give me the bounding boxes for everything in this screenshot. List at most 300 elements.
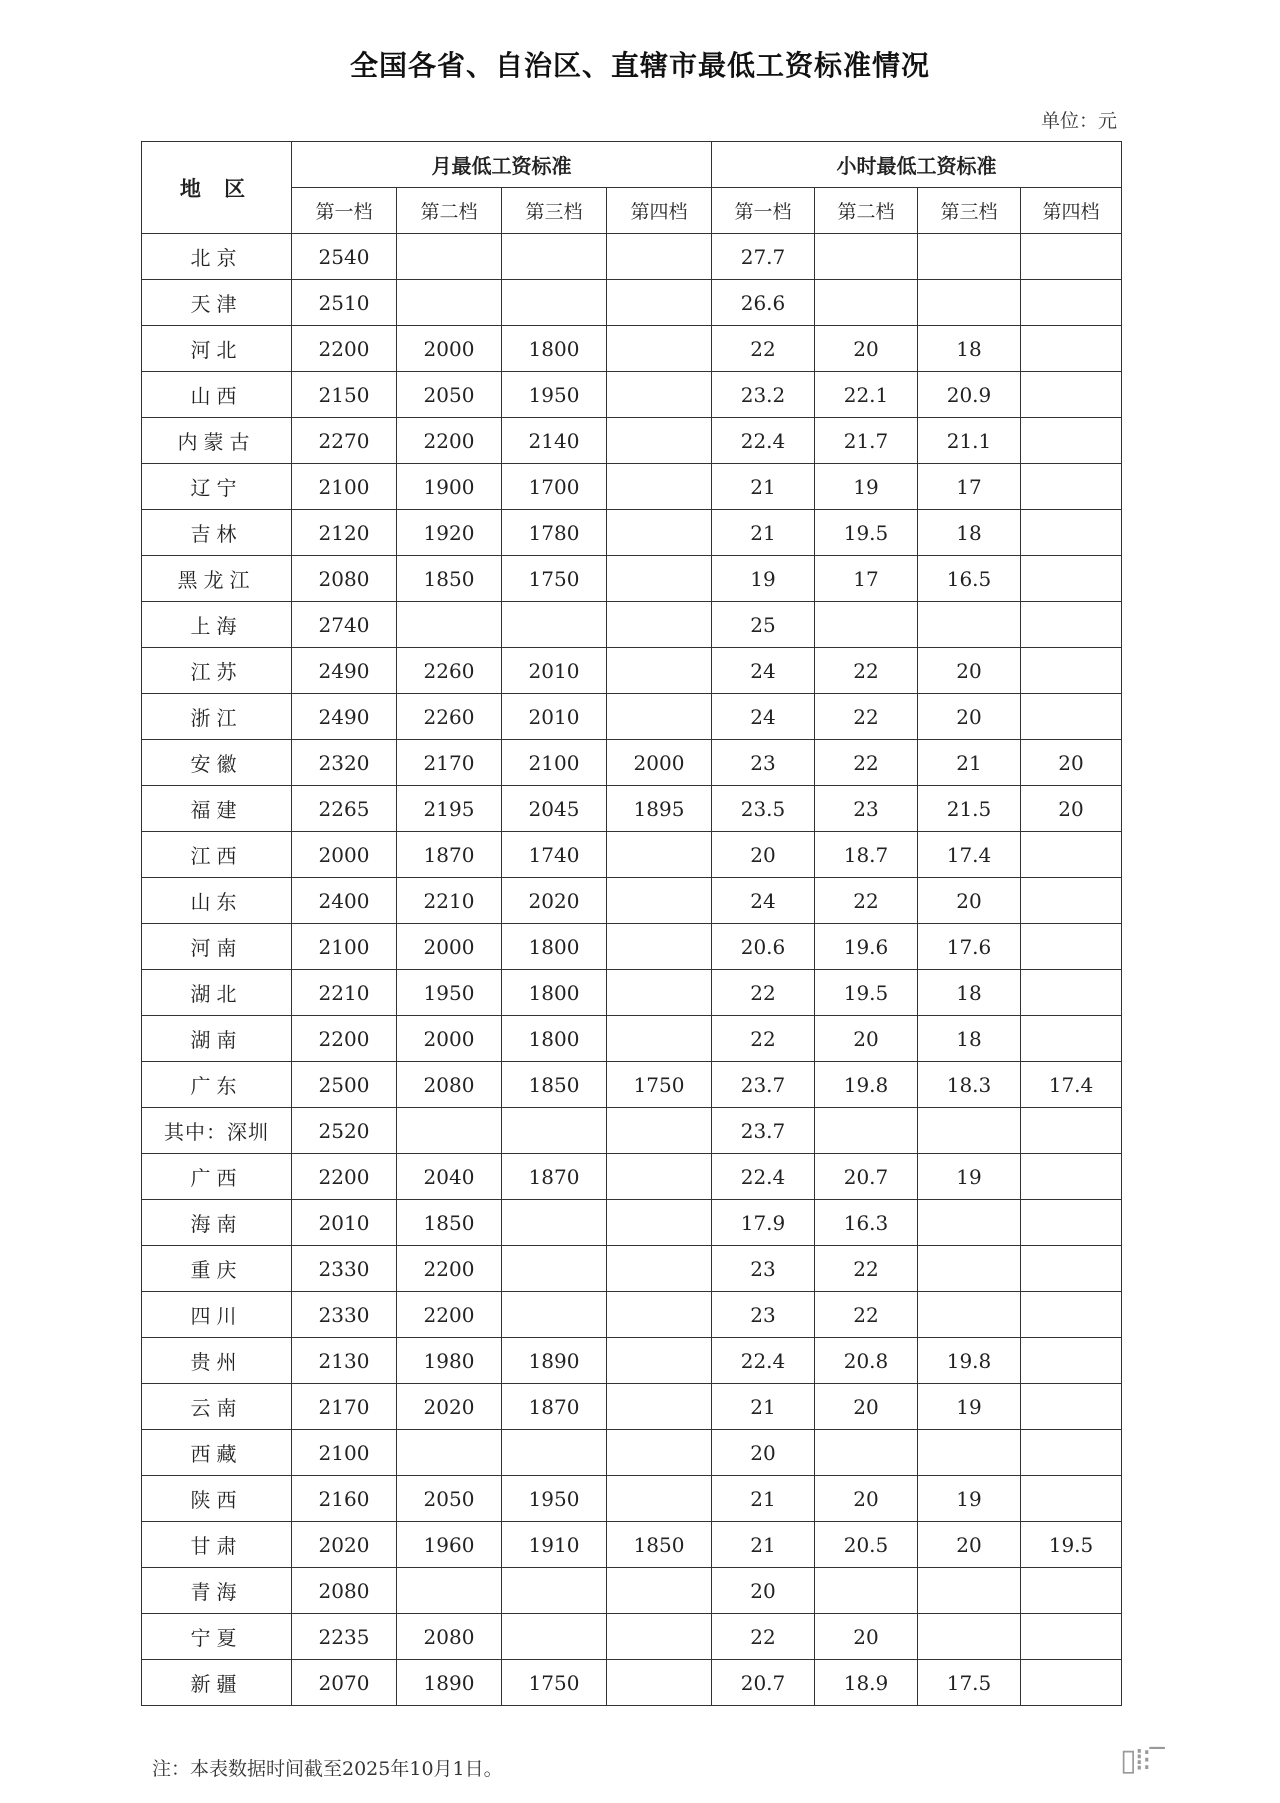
hourly-wage-cell: 17 <box>815 556 918 602</box>
table-row <box>142 786 1122 832</box>
region-cell: 广西 <box>142 1154 292 1200</box>
monthly-wage-cell: 2540 <box>292 234 397 280</box>
hourly-wage-cell <box>1021 1384 1122 1430</box>
hourly-wage-cell <box>1021 1108 1122 1154</box>
hourly-tier-header: 第一档 <box>712 188 815 234</box>
monthly-wage-cell: 2000 <box>397 1016 502 1062</box>
hourly-wage-cell: 18 <box>918 326 1021 372</box>
hourly-wage-cell <box>1021 1154 1122 1200</box>
monthly-wage-cell: 2210 <box>397 878 502 924</box>
hourly-wage-cell <box>1021 832 1122 878</box>
monthly-wage-cell: 2020 <box>292 1522 397 1568</box>
hourly-wage-cell: 22 <box>815 648 918 694</box>
monthly-wage-cell <box>502 234 607 280</box>
hourly-wage-cell: 16.3 <box>815 1200 918 1246</box>
monthly-wage-cell: 2100 <box>292 924 397 970</box>
region-cell: 湖北 <box>142 970 292 1016</box>
monthly-wage-cell <box>607 1430 712 1476</box>
hourly-wage-cell: 18.3 <box>918 1062 1021 1108</box>
hourly-wage-cell: 17.9 <box>712 1200 815 1246</box>
hourly-wage-cell: 23 <box>712 1246 815 1292</box>
hourly-wage-cell: 23.5 <box>712 786 815 832</box>
monthly-wage-cell: 1960 <box>397 1522 502 1568</box>
region-cell: 宁夏 <box>142 1614 292 1660</box>
hourly-wage-cell: 23.7 <box>712 1062 815 1108</box>
hourly-wage-cell: 20 <box>815 1614 918 1660</box>
region-cell: 上海 <box>142 602 292 648</box>
monthly-wage-cell: 2195 <box>397 786 502 832</box>
region-cell: 北京 <box>142 234 292 280</box>
hourly-wage-cell <box>1021 602 1122 648</box>
table-row <box>142 878 1122 924</box>
monthly-wage-cell <box>502 1292 607 1338</box>
hourly-wage-cell <box>815 1430 918 1476</box>
monthly-wage-cell: 2080 <box>292 1568 397 1614</box>
region-cell: 黑龙江 <box>142 556 292 602</box>
monthly-tier-header: 第四档 <box>607 188 712 234</box>
hourly-wage-cell: 20 <box>918 878 1021 924</box>
monthly-wage-cell: 1800 <box>502 970 607 1016</box>
monthly-wage-cell: 2010 <box>502 694 607 740</box>
monthly-wage-cell: 1750 <box>502 1660 607 1706</box>
monthly-wage-cell: 2260 <box>397 648 502 694</box>
hourly-wage-cell <box>815 280 918 326</box>
monthly-tier-header: 第二档 <box>397 188 502 234</box>
monthly-wage-cell: 1895 <box>607 786 712 832</box>
monthly-wage-cell: 1890 <box>397 1660 502 1706</box>
monthly-wage-cell: 1800 <box>502 924 607 970</box>
hourly-wage-cell: 22.1 <box>815 372 918 418</box>
monthly-wage-cell: 2235 <box>292 1614 397 1660</box>
hourly-wage-cell: 20 <box>1021 786 1122 832</box>
hourly-group-header: 小时最低工资标准 <box>712 142 1122 188</box>
region-cell: 山东 <box>142 878 292 924</box>
hourly-wage-cell: 22 <box>815 694 918 740</box>
monthly-wage-cell: 1870 <box>502 1154 607 1200</box>
hourly-wage-cell: 24 <box>712 878 815 924</box>
hourly-wage-cell <box>918 602 1021 648</box>
hourly-wage-cell: 22 <box>712 1614 815 1660</box>
hourly-wage-cell: 20 <box>712 1430 815 1476</box>
hourly-wage-cell <box>1021 1476 1122 1522</box>
table-row <box>142 1338 1122 1384</box>
monthly-wage-cell <box>607 1292 712 1338</box>
monthly-wage-cell <box>502 280 607 326</box>
hourly-wage-cell <box>1021 326 1122 372</box>
hourly-wage-cell: 18 <box>918 970 1021 1016</box>
monthly-wage-cell <box>607 648 712 694</box>
hourly-wage-cell: 17.5 <box>918 1660 1021 1706</box>
hourly-wage-cell <box>1021 1614 1122 1660</box>
table-row <box>142 1660 1122 1706</box>
hourly-wage-cell <box>1021 924 1122 970</box>
monthly-tier-header: 第三档 <box>502 188 607 234</box>
monthly-wage-cell: 1800 <box>502 1016 607 1062</box>
hourly-wage-cell <box>815 1108 918 1154</box>
monthly-wage-cell: 2000 <box>397 326 502 372</box>
region-cell: 陕西 <box>142 1476 292 1522</box>
hourly-wage-cell <box>1021 464 1122 510</box>
monthly-wage-cell: 2000 <box>292 832 397 878</box>
monthly-wage-cell <box>607 418 712 464</box>
hourly-wage-cell <box>918 1568 1021 1614</box>
hourly-wage-cell: 23.7 <box>712 1108 815 1154</box>
region-cell: 四川 <box>142 1292 292 1338</box>
hourly-wage-cell: 21 <box>712 510 815 556</box>
hourly-wage-cell <box>918 1246 1021 1292</box>
hourly-tier-header: 第四档 <box>1021 188 1122 234</box>
hourly-wage-cell: 22.4 <box>712 1338 815 1384</box>
monthly-tier-header: 第一档 <box>292 188 397 234</box>
monthly-wage-cell <box>607 234 712 280</box>
footnote: 注：本表数据时间截至2025年10月1日。 <box>152 1758 503 1780</box>
table-row <box>142 1522 1122 1568</box>
hourly-wage-cell: 19.5 <box>815 510 918 556</box>
region-cell: 海南 <box>142 1200 292 1246</box>
table-row <box>142 740 1122 786</box>
monthly-wage-cell: 1870 <box>397 832 502 878</box>
hourly-wage-cell: 21 <box>712 1522 815 1568</box>
monthly-wage-cell: 1950 <box>502 372 607 418</box>
hourly-wage-cell <box>1021 234 1122 280</box>
monthly-wage-cell: 2210 <box>292 970 397 1016</box>
hourly-wage-cell: 19.5 <box>815 970 918 1016</box>
hourly-wage-cell: 26.6 <box>712 280 815 326</box>
hourly-wage-cell <box>1021 280 1122 326</box>
monthly-wage-cell: 2270 <box>292 418 397 464</box>
monthly-wage-cell <box>607 1246 712 1292</box>
hourly-wage-cell <box>815 1568 918 1614</box>
monthly-wage-cell: 2200 <box>292 1154 397 1200</box>
hourly-wage-cell: 21.5 <box>918 786 1021 832</box>
hourly-wage-cell: 25 <box>712 602 815 648</box>
monthly-wage-cell: 2140 <box>502 418 607 464</box>
hourly-wage-cell <box>1021 1568 1122 1614</box>
hourly-wage-cell: 22 <box>815 740 918 786</box>
monthly-wage-cell: 2045 <box>502 786 607 832</box>
monthly-wage-cell: 2010 <box>292 1200 397 1246</box>
monthly-wage-cell: 2100 <box>292 1430 397 1476</box>
hourly-wage-cell <box>1021 970 1122 1016</box>
monthly-wage-cell <box>607 510 712 556</box>
hourly-wage-cell: 19.5 <box>1021 1522 1122 1568</box>
region-cell: 福建 <box>142 786 292 832</box>
table-row <box>142 1568 1122 1614</box>
hourly-wage-cell <box>1021 1292 1122 1338</box>
monthly-wage-cell <box>397 280 502 326</box>
region-cell: 青海 <box>142 1568 292 1614</box>
monthly-wage-cell <box>607 878 712 924</box>
hourly-wage-cell: 18 <box>918 510 1021 556</box>
table-row <box>142 326 1122 372</box>
region-cell: 广东 <box>142 1062 292 1108</box>
table-row <box>142 280 1122 326</box>
hourly-wage-cell: 19 <box>712 556 815 602</box>
watermark-icon: ▯⁞⁝‾ <box>1120 1743 1163 1778</box>
table-row <box>142 1384 1122 1430</box>
monthly-wage-cell <box>397 1108 502 1154</box>
region-cell: 吉林 <box>142 510 292 556</box>
monthly-wage-cell <box>607 694 712 740</box>
hourly-wage-cell <box>1021 1660 1122 1706</box>
hourly-wage-cell: 20.8 <box>815 1338 918 1384</box>
region-cell: 云南 <box>142 1384 292 1430</box>
table-row <box>142 694 1122 740</box>
hourly-wage-cell <box>1021 418 1122 464</box>
hourly-wage-cell <box>918 234 1021 280</box>
monthly-wage-cell: 2170 <box>292 1384 397 1430</box>
region-cell: 江西 <box>142 832 292 878</box>
monthly-wage-cell: 2080 <box>292 556 397 602</box>
monthly-wage-cell <box>397 1430 502 1476</box>
monthly-wage-cell <box>607 1614 712 1660</box>
hourly-wage-cell: 21.1 <box>918 418 1021 464</box>
table-row <box>142 510 1122 556</box>
hourly-wage-cell: 19 <box>918 1154 1021 1200</box>
region-cell: 江苏 <box>142 648 292 694</box>
monthly-wage-cell: 2490 <box>292 648 397 694</box>
hourly-wage-cell: 16.5 <box>918 556 1021 602</box>
monthly-wage-cell: 2330 <box>292 1246 397 1292</box>
monthly-wage-cell <box>397 1568 502 1614</box>
monthly-wage-cell <box>397 234 502 280</box>
hourly-wage-cell: 22 <box>712 970 815 1016</box>
hourly-wage-cell <box>1021 878 1122 924</box>
hourly-wage-cell <box>1021 1016 1122 1062</box>
monthly-wage-cell: 1890 <box>502 1338 607 1384</box>
hourly-tier-header: 第二档 <box>815 188 918 234</box>
monthly-wage-cell <box>607 1200 712 1246</box>
monthly-wage-cell: 2200 <box>397 418 502 464</box>
hourly-wage-cell: 20 <box>815 326 918 372</box>
monthly-wage-cell <box>607 1384 712 1430</box>
hourly-wage-cell: 22 <box>712 326 815 372</box>
hourly-wage-cell: 18.9 <box>815 1660 918 1706</box>
hourly-wage-cell: 21.7 <box>815 418 918 464</box>
monthly-wage-cell <box>502 1614 607 1660</box>
hourly-wage-cell: 20 <box>918 1522 1021 1568</box>
hourly-wage-cell: 27.7 <box>712 234 815 280</box>
monthly-wage-cell: 2260 <box>397 694 502 740</box>
monthly-wage-cell <box>607 1016 712 1062</box>
monthly-wage-cell: 2500 <box>292 1062 397 1108</box>
monthly-wage-cell: 1950 <box>502 1476 607 1522</box>
monthly-wage-cell: 2130 <box>292 1338 397 1384</box>
monthly-wage-cell: 2170 <box>397 740 502 786</box>
monthly-wage-cell: 2080 <box>397 1062 502 1108</box>
hourly-wage-cell: 20 <box>815 1384 918 1430</box>
monthly-wage-cell: 2320 <box>292 740 397 786</box>
table-row <box>142 464 1122 510</box>
monthly-wage-cell <box>607 1476 712 1522</box>
hourly-wage-cell <box>1021 556 1122 602</box>
hourly-wage-cell: 20 <box>815 1016 918 1062</box>
hourly-wage-cell: 20 <box>918 694 1021 740</box>
table-row <box>142 1108 1122 1154</box>
monthly-wage-cell: 2100 <box>502 740 607 786</box>
monthly-wage-cell <box>607 1154 712 1200</box>
monthly-wage-cell: 1850 <box>397 556 502 602</box>
hourly-wage-cell: 22.4 <box>712 418 815 464</box>
monthly-wage-cell: 1980 <box>397 1338 502 1384</box>
monthly-wage-cell: 2740 <box>292 602 397 648</box>
monthly-wage-cell <box>607 326 712 372</box>
monthly-wage-cell: 2080 <box>397 1614 502 1660</box>
monthly-wage-cell <box>607 832 712 878</box>
hourly-wage-cell: 19 <box>918 1476 1021 1522</box>
minimum-wage-table <box>141 141 1122 1706</box>
hourly-wage-cell: 20 <box>712 1568 815 1614</box>
table-row <box>142 1292 1122 1338</box>
region-column-header: 地 区 <box>142 142 292 234</box>
monthly-wage-cell: 2070 <box>292 1660 397 1706</box>
hourly-wage-cell: 17.4 <box>918 832 1021 878</box>
monthly-wage-cell <box>502 1246 607 1292</box>
region-cell: 河南 <box>142 924 292 970</box>
hourly-wage-cell: 20.7 <box>712 1660 815 1706</box>
hourly-tier-header: 第三档 <box>918 188 1021 234</box>
hourly-wage-cell: 24 <box>712 648 815 694</box>
monthly-wage-cell: 2100 <box>292 464 397 510</box>
hourly-wage-cell: 17.4 <box>1021 1062 1122 1108</box>
hourly-wage-cell: 21 <box>712 464 815 510</box>
monthly-wage-cell: 1850 <box>397 1200 502 1246</box>
monthly-wage-cell <box>607 372 712 418</box>
monthly-wage-cell <box>607 602 712 648</box>
monthly-wage-cell: 1850 <box>607 1522 712 1568</box>
table-row <box>142 924 1122 970</box>
monthly-wage-cell: 2200 <box>292 1016 397 1062</box>
monthly-wage-cell: 2520 <box>292 1108 397 1154</box>
region-cell: 河北 <box>142 326 292 372</box>
region-cell: 天津 <box>142 280 292 326</box>
table-row <box>142 556 1122 602</box>
table-row <box>142 234 1122 280</box>
region-cell: 安徽 <box>142 740 292 786</box>
table-row <box>142 418 1122 464</box>
monthly-wage-cell: 1740 <box>502 832 607 878</box>
monthly-wage-cell <box>502 1108 607 1154</box>
monthly-wage-cell <box>607 1108 712 1154</box>
table-row <box>142 970 1122 1016</box>
hourly-wage-cell: 24 <box>712 694 815 740</box>
monthly-wage-cell: 2200 <box>292 326 397 372</box>
hourly-wage-cell: 19.8 <box>918 1338 1021 1384</box>
monthly-wage-cell <box>607 1568 712 1614</box>
monthly-wage-cell <box>502 1568 607 1614</box>
monthly-wage-cell: 1920 <box>397 510 502 556</box>
monthly-wage-cell: 1700 <box>502 464 607 510</box>
monthly-wage-cell <box>607 1338 712 1384</box>
hourly-wage-cell: 22.4 <box>712 1154 815 1200</box>
hourly-wage-cell: 20 <box>712 832 815 878</box>
monthly-wage-cell <box>502 1200 607 1246</box>
region-cell: 辽宁 <box>142 464 292 510</box>
hourly-wage-cell <box>918 280 1021 326</box>
table-body <box>142 234 1122 1706</box>
hourly-wage-cell: 20.6 <box>712 924 815 970</box>
hourly-wage-cell: 23 <box>712 1292 815 1338</box>
unit-label: 单位：元 <box>1040 110 1117 132</box>
page-title: 全国各省、自治区、直辖市最低工资标准情况 <box>349 49 930 82</box>
hourly-wage-cell <box>1021 1430 1122 1476</box>
monthly-wage-cell: 2020 <box>502 878 607 924</box>
hourly-wage-cell: 23.2 <box>712 372 815 418</box>
monthly-wage-cell: 2330 <box>292 1292 397 1338</box>
hourly-wage-cell: 18 <box>918 1016 1021 1062</box>
hourly-wage-cell <box>918 1200 1021 1246</box>
hourly-wage-cell <box>1021 1200 1122 1246</box>
hourly-wage-cell: 20.9 <box>918 372 1021 418</box>
monthly-wage-cell <box>607 556 712 602</box>
hourly-wage-cell: 21 <box>918 740 1021 786</box>
monthly-wage-cell <box>502 1430 607 1476</box>
hourly-wage-cell: 20 <box>918 648 1021 694</box>
monthly-wage-cell <box>607 464 712 510</box>
table-row <box>142 372 1122 418</box>
monthly-wage-cell: 1910 <box>502 1522 607 1568</box>
hourly-wage-cell <box>1021 372 1122 418</box>
monthly-wage-cell: 1780 <box>502 510 607 556</box>
table-header <box>142 142 1122 234</box>
hourly-wage-cell: 20 <box>1021 740 1122 786</box>
monthly-wage-cell: 2490 <box>292 694 397 740</box>
region-cell: 甘肃 <box>142 1522 292 1568</box>
hourly-wage-cell: 22 <box>712 1016 815 1062</box>
monthly-wage-cell <box>607 1660 712 1706</box>
monthly-wage-cell: 1870 <box>502 1384 607 1430</box>
table-row <box>142 1614 1122 1660</box>
monthly-wage-cell <box>397 602 502 648</box>
region-cell: 新疆 <box>142 1660 292 1706</box>
hourly-wage-cell: 22 <box>815 878 918 924</box>
region-cell: 西藏 <box>142 1430 292 1476</box>
region-cell: 湖南 <box>142 1016 292 1062</box>
hourly-wage-cell <box>1021 694 1122 740</box>
table-row <box>142 1430 1122 1476</box>
monthly-group-header: 月最低工资标准 <box>292 142 712 188</box>
table-row <box>142 1154 1122 1200</box>
table-row <box>142 1062 1122 1108</box>
monthly-wage-cell <box>502 602 607 648</box>
hourly-wage-cell <box>815 602 918 648</box>
table-row <box>142 648 1122 694</box>
hourly-wage-cell: 20 <box>815 1476 918 1522</box>
monthly-wage-cell: 2200 <box>397 1246 502 1292</box>
monthly-wage-cell: 2160 <box>292 1476 397 1522</box>
hourly-wage-cell <box>815 234 918 280</box>
hourly-wage-cell <box>1021 648 1122 694</box>
table-row <box>142 832 1122 878</box>
monthly-wage-cell <box>607 280 712 326</box>
table-row <box>142 602 1122 648</box>
monthly-wage-cell <box>607 924 712 970</box>
monthly-wage-cell: 2050 <box>397 372 502 418</box>
hourly-wage-cell: 20.7 <box>815 1154 918 1200</box>
hourly-wage-cell: 17.6 <box>918 924 1021 970</box>
monthly-wage-cell: 2510 <box>292 280 397 326</box>
monthly-wage-cell: 2120 <box>292 510 397 556</box>
table-row <box>142 1016 1122 1062</box>
monthly-wage-cell: 1950 <box>397 970 502 1016</box>
hourly-wage-cell: 19.6 <box>815 924 918 970</box>
hourly-wage-cell: 21 <box>712 1384 815 1430</box>
hourly-wage-cell <box>1021 1338 1122 1384</box>
monthly-wage-cell: 2020 <box>397 1384 502 1430</box>
table-row <box>142 1200 1122 1246</box>
hourly-wage-cell: 22 <box>815 1292 918 1338</box>
hourly-wage-cell: 19.8 <box>815 1062 918 1108</box>
